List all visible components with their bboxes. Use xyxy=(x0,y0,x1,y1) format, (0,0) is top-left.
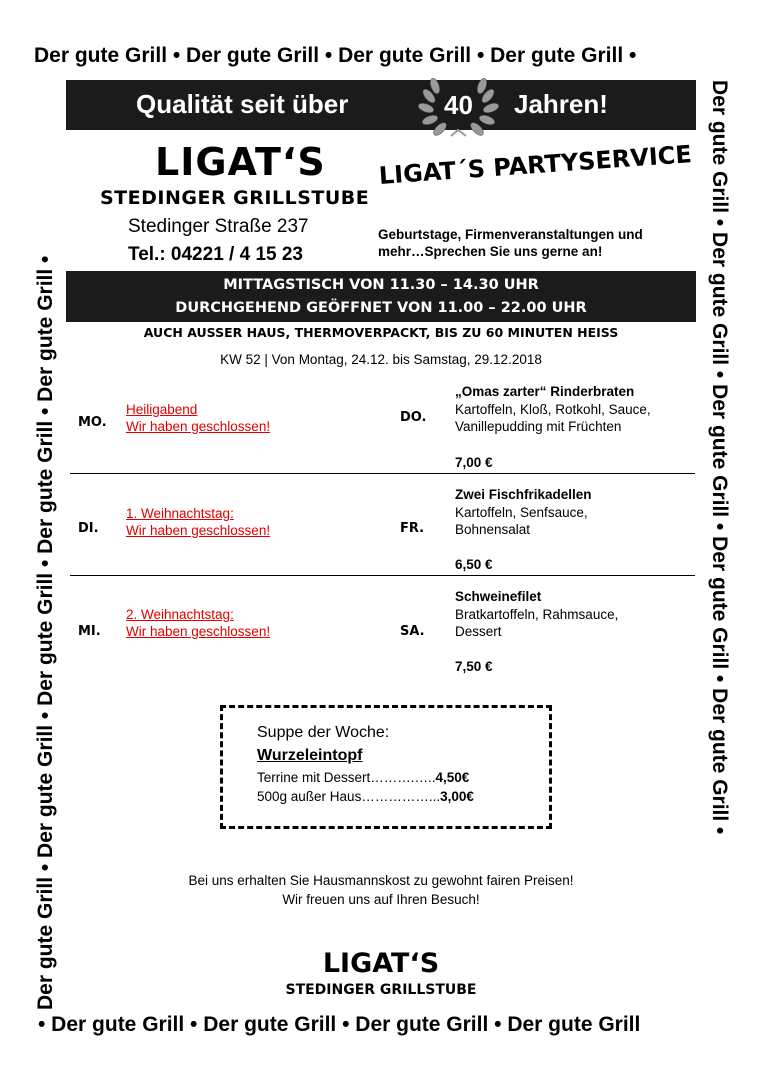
closed-text: Wir haben geschlossen! xyxy=(126,419,271,434)
banner-text-left: Qualität seit über xyxy=(136,89,349,119)
closed-reason: 2. Weihnachtstag: xyxy=(126,607,234,622)
takeaway-note: AUCH AUSSER HAUS, THERMOVERPACKT, BIS ZU 60 MINUTEN HEISS xyxy=(143,325,619,340)
soup-price-line-terrine xyxy=(257,770,469,785)
menu-row-mi-sa xyxy=(70,577,695,677)
dish-name: Zwei Fischfrikadellen xyxy=(455,487,592,502)
closed-notice-mo xyxy=(126,401,270,435)
years-number: 40 xyxy=(444,90,473,120)
week-range: KW 52 | Von Montag, 24.12. bis Samstag, 29.12.2018 xyxy=(220,352,542,367)
border-text-right: Der gute Grill • Der gute Grill • Der gute Grill • Der gute Grill • Der gute Grill • xyxy=(708,80,731,835)
footer-line: Wir freuen uns auf Ihren Besuch! xyxy=(282,892,480,907)
quality-banner xyxy=(66,80,696,130)
dish-desc: Bohnensalat xyxy=(455,522,531,537)
day-label-mo: MO. xyxy=(78,415,107,430)
soup-option-label: 500g außer Haus……………... xyxy=(257,789,441,804)
laurel-wreath-icon xyxy=(411,72,506,142)
border-text-bottom: • Der gute Grill • Der gute Grill • Der gute Grill • Der gute Grill xyxy=(38,1013,641,1036)
border-text-top: Der gute Grill • Der gute Grill • Der gute Grill • Der gute Grill • xyxy=(34,44,637,67)
footer-logo-subtitle: STEDINGER GRILLSTUBE xyxy=(285,982,477,998)
phone-number: Tel.: 04221 / 4 15 23 xyxy=(128,244,303,265)
dish-name: Schweinefilet xyxy=(455,589,542,604)
day-label-sa: SA. xyxy=(400,624,425,639)
soup-price-line-500g xyxy=(257,789,474,804)
dish-desc: Kartoffeln, Senfsauce, xyxy=(455,504,588,520)
dish-sa xyxy=(455,588,715,641)
dish-desc: Vanillepudding mit Früchten xyxy=(455,419,622,434)
soup-option-label: Terrine mit Dessert……….….. xyxy=(257,770,436,785)
menu-row-mo-do xyxy=(70,373,695,474)
dish-desc: Kartoffeln, Kloß, Rotkohl, Sauce, xyxy=(455,401,651,417)
dish-name: „Omas zarter“ Rinderbraten xyxy=(455,384,635,399)
footer-logo-title: LIGAT‘S xyxy=(322,948,440,979)
partyservice-text: Geburtstage, Firmenveranstaltungen und mehr…Sprechen Sie uns gerne an! xyxy=(378,227,643,259)
soup-name: Wurzeleintopf xyxy=(257,747,363,764)
closed-reason: 1. Weihnachtstag: xyxy=(126,506,234,521)
logo-title: LIGAT‘S xyxy=(155,140,326,184)
day-label-mi: MI. xyxy=(78,624,101,639)
lunch-hours: MITTAGSTISCH VON 11.30 – 14.30 UHR xyxy=(223,277,539,293)
border-text-left: Der gute Grill • Der gute Grill • Der gute Grill • Der gute Grill • Der gute Grill • xyxy=(34,255,57,1010)
dish-fr xyxy=(455,486,715,539)
opening-hours-bar xyxy=(66,271,696,322)
day-label-do: DO. xyxy=(400,410,427,425)
price-fr: 6,50 € xyxy=(455,557,493,572)
footer-line: Bei uns erhalten Sie Hausmannskost zu gewohnt fairen Preisen! xyxy=(188,873,574,888)
closed-notice-di xyxy=(126,505,270,539)
menu-row-di-fr xyxy=(70,475,695,576)
dish-do xyxy=(455,383,715,436)
dish-desc: Dessert xyxy=(455,624,502,639)
soup-of-week-box xyxy=(220,705,552,829)
address: Stedinger Straße 237 xyxy=(128,216,309,237)
day-label-fr: FR. xyxy=(400,521,425,536)
closed-text: Wir haben geschlossen! xyxy=(126,523,271,538)
soup-option-price: 4,50€ xyxy=(435,770,470,785)
banner-text-right: Jahren! xyxy=(514,89,608,119)
soup-option-price: 3,00€ xyxy=(440,789,474,804)
open-hours: DURCHGEHEND GEÖFFNET VON 11.00 – 22.00 UHR xyxy=(175,300,587,316)
price-sa: 7,50 € xyxy=(455,659,493,674)
day-label-di: DI. xyxy=(78,521,99,536)
soup-title: Suppe der Woche: xyxy=(257,724,390,741)
footer-message xyxy=(66,871,696,909)
logo-subtitle: STEDINGER GRILLSTUBE xyxy=(100,187,370,209)
closed-text: Wir haben geschlossen! xyxy=(126,624,271,639)
partyservice-title: LIGAT´S PARTYSERVICE xyxy=(378,140,693,190)
closed-reason: Heiligabend xyxy=(126,402,198,417)
dish-desc: Bratkartoffeln, Rahmsauce, xyxy=(455,606,619,622)
closed-notice-mi xyxy=(126,606,270,640)
price-do: 7,00 € xyxy=(455,455,493,470)
